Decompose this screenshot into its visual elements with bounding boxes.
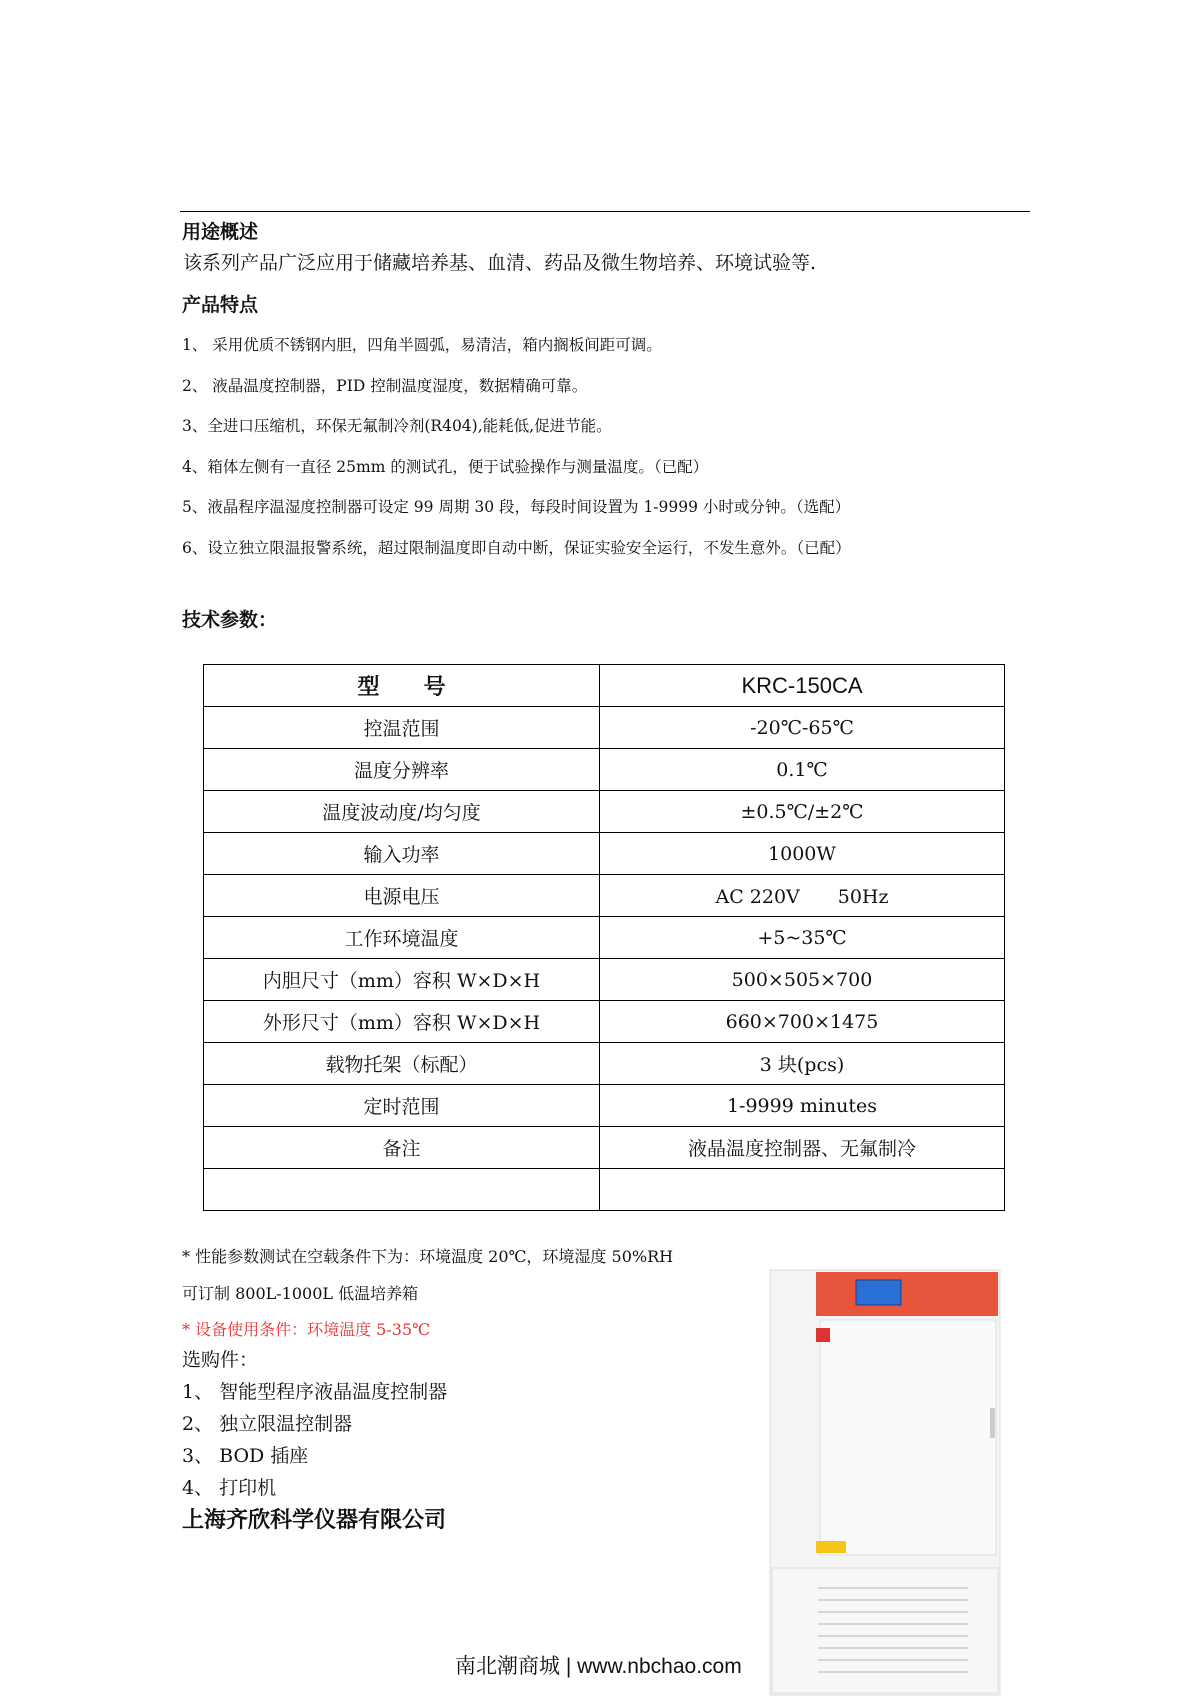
feature-item: 1、 采用优质不锈钢内胆，四角半圆弧，易清洁，箱内搁板间距可调。 [182, 336, 662, 354]
feature-item: 4、箱体左侧有一直径 25mm 的测试孔，便于试验操作与测量温度。（已配） [182, 458, 709, 476]
usage-condition-note: * 设备使用条件：环境温度 5-35℃ [182, 1320, 431, 1339]
spec-label: 备注 [204, 1127, 600, 1169]
table-row [204, 833, 1005, 875]
test-conditions-note: * 性能参数测试在空载条件下为：环境温度 20℃，环境湿度 50%RH [182, 1247, 674, 1266]
spec-value: AC 220V 50Hz [600, 875, 1005, 917]
table-row [204, 917, 1005, 959]
company-name: 上海齐欣科学仪器有限公司 [182, 1508, 447, 1533]
table-row [204, 875, 1005, 917]
spec-value: 1-9999 minutes [600, 1085, 1005, 1127]
footer-watermark: 南北潮商城 | www.nbchao.com [455, 1655, 742, 1678]
features-heading: 产品特点 [182, 294, 259, 316]
spec-value [600, 1169, 1005, 1211]
incubator-product-image [768, 1268, 1013, 1697]
usage-heading: 用途概述 [182, 221, 259, 243]
table-row [204, 1043, 1005, 1085]
table-row [204, 1001, 1005, 1043]
feature-item: 2、 液晶温度控制器，PID 控制温度湿度，数据精确可靠。 [182, 377, 588, 395]
options-heading: 选购件： [182, 1349, 259, 1371]
header-rule [180, 211, 1030, 212]
spec-label [204, 1169, 600, 1211]
table-row [204, 959, 1005, 1001]
table-row [204, 1169, 1005, 1211]
specs-table [203, 664, 1005, 1211]
specs-heading: 技术参数： [182, 609, 278, 631]
spec-label: 电源电压 [204, 875, 600, 917]
spec-value: 3 块(pcs) [600, 1043, 1005, 1085]
feature-item: 3、全进口压缩机，环保无氟制冷剂(R404),能耗低,促进节能。 [182, 417, 612, 435]
spec-label: 载物托架（标配） [204, 1043, 600, 1085]
feature-item: 6、设立独立限温报警系统，超过限制温度即自动中断，保证实验安全运行，不发生意外。（已配） [182, 539, 851, 557]
option-item: 3、 BOD 插座 [182, 1445, 309, 1467]
table-row [204, 1085, 1005, 1127]
spec-label: 温度波动度/均匀度 [204, 791, 600, 833]
table-row [204, 791, 1005, 833]
table-row [204, 707, 1005, 749]
spec-label: 定时范围 [204, 1085, 600, 1127]
spec-label: 控温范围 [204, 707, 600, 749]
spec-label: 外形尺寸（mm）容积 W×D×H [204, 1001, 600, 1043]
option-item: 4、 打印机 [182, 1477, 277, 1499]
spec-label: 工作环境温度 [204, 917, 600, 959]
spec-value: 500×505×700 [600, 959, 1005, 1001]
spec-label: 型 号 [204, 665, 600, 707]
table-row [204, 1127, 1005, 1169]
spec-label: 温度分辨率 [204, 749, 600, 791]
spec-value: -20℃-65℃ [600, 707, 1005, 749]
table-row [204, 749, 1005, 791]
spec-label: 内胆尺寸（mm）容积 W×D×H [204, 959, 600, 1001]
spec-value: 660×700×1475 [600, 1001, 1005, 1043]
custom-note: 可订制 800L-1000L 低温培养箱 [182, 1284, 419, 1303]
usage-text: 该系列产品广泛应用于储藏培养基、血清、药品及微生物培养、环境试验等. [183, 252, 817, 274]
spec-value: 0.1℃ [600, 749, 1005, 791]
spec-value: +5~35℃ [600, 917, 1005, 959]
feature-item: 5、液晶程序温湿度控制器可设定 99 周期 30 段，每段时间设置为 1-9999 小时或分钟。（选配） [182, 498, 851, 516]
option-item: 1、 智能型程序液晶温度控制器 [182, 1381, 448, 1403]
option-item: 2、 独立限温控制器 [182, 1413, 353, 1435]
spec-value: 1000W [600, 833, 1005, 875]
table-header-row [204, 665, 1005, 707]
spec-label: 输入功率 [204, 833, 600, 875]
spec-value: ±0.5℃/±2℃ [600, 791, 1005, 833]
spec-value: 液晶温度控制器、无氟制冷 [600, 1127, 1005, 1169]
spec-value: KRC-150CA [600, 665, 1005, 707]
